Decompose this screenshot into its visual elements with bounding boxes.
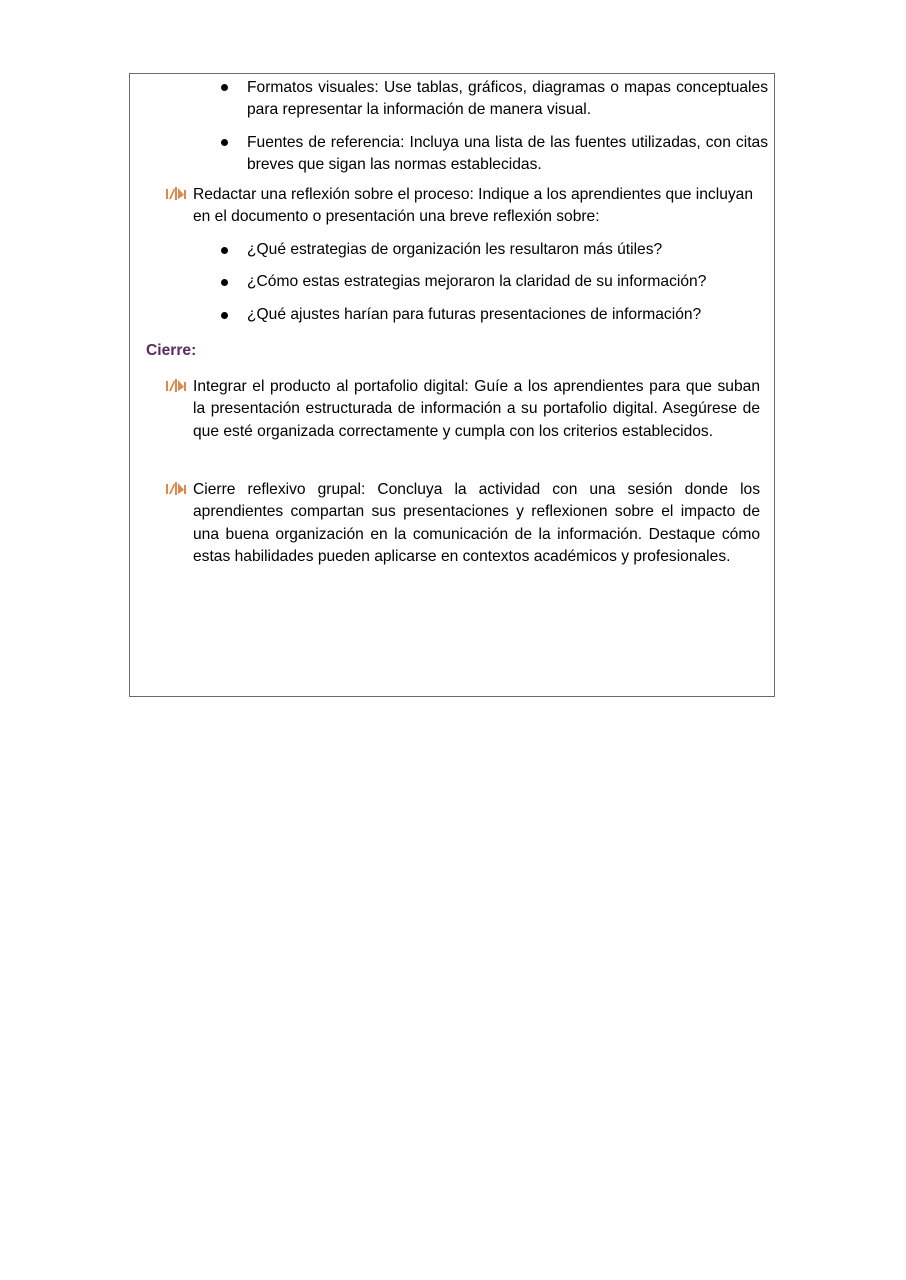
section-heading-cierre: Cierre: <box>146 342 197 359</box>
bullet-icon <box>221 139 228 146</box>
question-item: ¿Qué estrategias de organización les resultaron más útiles? <box>247 241 663 258</box>
bullet-formatos-visuales: Formatos visuales: Use tablas, gráficos, diagramas o mapas conceptuales para representar la información de manera visual. <box>247 79 768 119</box>
bullet-fuentes-referencia: Fuentes de referencia: Incluya una lista de las fuentes utilizadas, con citas breves que sigan las normas establecidas. <box>247 134 768 174</box>
question-item: ¿Cómo estas estrategias mejoraron la claridad de su información? <box>247 273 707 290</box>
cierre-item-reflexivo-grupal: Cierre reflexivo grupal: Concluya la actividad con una sesión donde los aprendientes compartan sus presentaciones y reflexionen sobre el impacto de una buena organización en la comunicación de la información. Destaque cómo estas habilidades pueden aplicarse en contextos académicos y profesionales. <box>193 481 760 566</box>
book-icon <box>165 186 187 202</box>
bullet-icon <box>221 84 228 91</box>
cierre-item-portafolio: Integrar el producto al portafolio digital: Guíe a los aprendientes para que suban la presentación estructurada de información a su portafolio digital. Asegúrese de que esté organizada correctamente y cumpla con los criterios establecidos. <box>193 378 760 440</box>
book-icon <box>165 481 187 497</box>
bullet-icon <box>221 247 228 254</box>
reflexion-paragraph: Redactar una reflexión sobre el proceso: Indique a los aprendientes que incluyan en el documento o presentación una breve reflexión sobre: <box>193 186 754 226</box>
bullet-icon <box>221 312 228 319</box>
book-icon <box>165 378 187 394</box>
bullet-icon <box>221 279 228 286</box>
question-item: ¿Qué ajustes harían para futuras presentaciones de información? <box>247 306 702 323</box>
